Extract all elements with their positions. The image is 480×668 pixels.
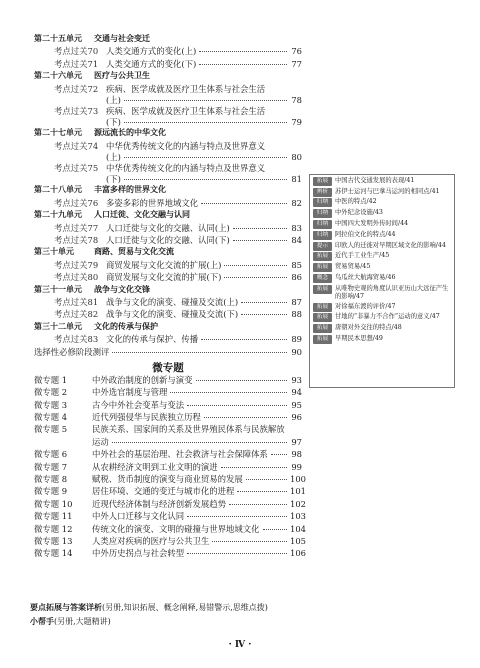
micro-label: 微专题 13 — [34, 536, 73, 546]
sidebar-item — [313, 177, 454, 186]
entry-title: 战争与文化的演变、碰撞及交流(下) — [106, 309, 239, 320]
footer-line-helper — [30, 618, 460, 632]
micro-label: 微专题 4 — [34, 412, 68, 423]
unit-number: 第二十五单元 — [34, 34, 82, 43]
sidebar-text: 印欧人的迁徙对早期区域文化的影响/44 — [335, 241, 446, 249]
micro-topic-entry — [34, 511, 306, 524]
micro-label: 微专题 1 — [34, 374, 68, 385]
dot-leader — [201, 203, 287, 204]
toc-entry — [34, 85, 302, 96]
page-ref: 103 — [290, 511, 306, 522]
dot-leader — [187, 516, 287, 517]
unit-number: 第二十七单元 — [34, 128, 82, 138]
entry-title-cont: (下) — [106, 174, 121, 185]
dot-leader — [112, 352, 287, 353]
dot-leader — [124, 179, 287, 180]
entry-label: 考点过关75 — [54, 163, 99, 174]
dot-leader — [224, 277, 287, 278]
micro-label: 微专题 2 — [34, 387, 68, 398]
appendix-desc: (另册,知识拓展、概念阐释,易错警示,思维点拨) — [102, 603, 268, 612]
sidebar-tag: 提示 — [313, 242, 332, 251]
sidebar-tag: 拓展 — [313, 313, 332, 322]
micro-topic-entry — [34, 388, 302, 400]
page-ref: 78 — [291, 94, 302, 105]
sidebar-tag: 归纳 — [313, 209, 332, 218]
dot-leader — [124, 122, 287, 123]
dot-leader — [241, 302, 287, 303]
micro-label: 微专题 3 — [34, 399, 68, 410]
unit-number: 第二十六单元 — [34, 71, 82, 81]
sidebar-text: 贸易贸易/45 — [335, 263, 371, 271]
micro-title: 中外政治制度的创新与演变 — [92, 374, 193, 385]
unit-number: 第三十一单元 — [34, 284, 82, 294]
unit-title: 文化的传承与保护 — [94, 321, 158, 331]
unit-title: 商路、贸易与文化交流 — [94, 247, 174, 257]
unit-heading — [34, 211, 302, 223]
unit-heading — [34, 129, 302, 141]
toc-entry — [34, 107, 302, 118]
sidebar-text: 对徐福东渡的评价/47 — [335, 302, 396, 310]
micro-topic-entry — [34, 450, 302, 462]
micro-label: 微专题 12 — [34, 523, 73, 534]
sidebar-text: 鸟瓜丝大航海贸易/46 — [335, 273, 396, 281]
entry-title: 文化的传承与保护、传播 — [106, 334, 199, 345]
page-ref: 97 — [291, 436, 302, 447]
dot-leader — [271, 454, 287, 455]
unit-title: 医疗与公共卫生 — [94, 71, 150, 81]
page-ref: 76 — [291, 46, 302, 57]
dot-leader — [233, 228, 287, 229]
entry-label: 考点过关82 — [54, 309, 99, 320]
dot-leader — [187, 553, 287, 554]
dot-leader — [112, 442, 287, 443]
dot-leader — [124, 100, 287, 101]
helper-desc: (另册,大题精讲) — [54, 617, 111, 626]
page-ref: 98 — [291, 449, 302, 460]
entry-title: 人口迁徙与文化的交融、认同(下) — [106, 235, 230, 246]
table-of-contents — [34, 34, 306, 562]
dot-leader — [187, 405, 287, 406]
micro-topic-entry — [34, 548, 306, 561]
page-ref: 96 — [291, 412, 302, 423]
entry-title: 疾病、医学成就及医疗卫生体系与社会生活 — [106, 105, 266, 116]
entry-label: 考点过关79 — [54, 259, 99, 270]
unit-title: 战争与文化交锋 — [94, 284, 150, 294]
entry-title: 商贸发展与文化交流的扩展(上) — [106, 259, 222, 270]
sidebar-item — [313, 303, 454, 312]
entry-title: 人类交通方式的变化(上) — [106, 46, 197, 57]
toc-entry — [34, 142, 302, 153]
micro-title: 近代列强侵华与民族独立历程 — [92, 412, 201, 423]
sidebar-text: 中外纪念设施/43 — [335, 209, 383, 217]
page-ref: 84 — [291, 235, 302, 246]
sidebar-item — [313, 231, 454, 240]
sidebar-item — [313, 263, 454, 272]
page-ref: 86 — [291, 272, 302, 283]
entry-label: 考点过关73 — [54, 105, 99, 116]
micro-label: 微专题 7 — [34, 461, 68, 472]
page-ref: 106 — [290, 548, 306, 559]
toc-entry — [34, 47, 302, 59]
micro-title: 中外人口迁移与文化认同 — [92, 511, 185, 522]
unit-title: 交通与社会变迁 — [94, 34, 150, 43]
sidebar-item — [313, 324, 454, 333]
unit-title: 源远流长的中华文化 — [94, 128, 166, 138]
micro-title: 居住环境、交通的变迁与城市化的进程 — [92, 486, 235, 497]
entry-title: 中华优秀传统文化的内涵与特点及世界意义 — [106, 140, 266, 151]
sidebar-tag: 归纳 — [313, 198, 332, 207]
page-ref: 100 — [290, 474, 306, 485]
micro-title: 近现代经济体制与经济创新发展趋势 — [92, 498, 226, 509]
dot-leader — [229, 504, 287, 505]
dot-leader — [196, 380, 288, 381]
sidebar-item — [313, 209, 454, 218]
sidebar-item — [313, 220, 454, 229]
dot-leader — [199, 64, 287, 65]
entry-label: 考点过关80 — [54, 272, 99, 283]
micro-label: 微专题 8 — [34, 474, 68, 485]
page-ref: 95 — [291, 399, 302, 410]
unit-number: 第三十二单元 — [34, 321, 82, 331]
page-ref: 81 — [291, 174, 302, 185]
entry-title: 战争与文化的演变、碰撞及交流(上) — [106, 296, 239, 307]
unit-number: 第二十九单元 — [34, 210, 82, 220]
sidebar-text: 中国四大发明外传时间/44 — [335, 219, 409, 227]
sidebar-tag: 拓展 — [313, 335, 332, 344]
page-ref: 102 — [290, 498, 306, 509]
toc-entry-test — [34, 348, 302, 360]
sidebar-text: 苏伊士运河与巴拿马运河的相同点/41 — [335, 187, 440, 195]
dot-leader — [241, 314, 287, 315]
sidebar-text: 中医的特点/42 — [335, 198, 377, 206]
dot-leader — [124, 157, 287, 158]
page-ref: 83 — [291, 222, 302, 233]
sidebar-text: 阿拉伯文化的特点/44 — [335, 230, 396, 238]
sidebar-tag: 拓展 — [313, 263, 332, 272]
toc-entry — [34, 273, 302, 285]
dot-leader — [212, 541, 287, 542]
micro-title: 传统文化的演变、文明的碰撞与世界地域文化 — [92, 523, 260, 534]
sidebar-text: 唐朝对外交往的特点/48 — [335, 324, 402, 332]
page-ref: 77 — [291, 58, 302, 69]
micro-title: 赋税、货币制度的演变与商业贸易的发展 — [92, 474, 243, 485]
sidebar-text: 从唯物史观的角度认识亚历山大远征产生的影响/47 — [335, 284, 449, 300]
micro-label: 微专题 14 — [34, 548, 73, 559]
entry-label: 考点过关77 — [54, 222, 99, 233]
micro-label: 微专题 6 — [34, 449, 68, 460]
micro-title: 中外社会的基层治理、社会救济与社会保障体系 — [92, 449, 268, 460]
entry-title: 选择性必修阶段测评 — [34, 346, 110, 357]
footer-notes — [30, 604, 460, 632]
unit-heading — [34, 72, 302, 84]
entry-title: 疾病、医学成就及医疗卫生体系与社会生活 — [106, 83, 266, 94]
page-ref: 93 — [291, 374, 302, 385]
sidebar-text: 近代手工业生产/45 — [335, 252, 390, 260]
page-ref: 87 — [291, 296, 302, 307]
toc-entry — [34, 310, 302, 322]
sidebar-item — [313, 274, 454, 283]
entry-title: 多姿多彩的世界地域文化 — [106, 197, 199, 208]
sidebar-tag: 拓展 — [313, 303, 332, 312]
entry-label: 考点过关71 — [54, 58, 99, 69]
micro-label: 微专题 5 — [34, 424, 68, 435]
micro-title: 中外历史拐点与社会转型 — [92, 548, 185, 559]
sidebar-text: 中国古代交通发展的表现/41 — [335, 176, 415, 184]
dot-leader — [263, 529, 288, 530]
micro-title: 从农耕经济文明到工业文明的演进 — [92, 461, 218, 472]
toc-entry — [34, 164, 302, 175]
entry-title-cont: (上) — [106, 94, 121, 105]
sidebar-tag: 辨析 — [313, 188, 332, 197]
page-ref: 80 — [291, 151, 302, 162]
page-ref: 94 — [291, 387, 302, 398]
entry-label: 考点过关83 — [54, 334, 99, 345]
sidebar-item — [313, 198, 454, 207]
footer-line-appendix — [30, 604, 460, 618]
toc-entry — [34, 335, 302, 347]
dot-leader — [237, 491, 287, 492]
sidebar-text: 甘地的“非暴力不合作”运动的意义/47 — [335, 313, 440, 321]
sidebar-item — [313, 285, 454, 301]
entry-label: 考点过关76 — [54, 197, 99, 208]
sidebar-item — [313, 313, 454, 322]
sidebar-tag: 拓展 — [313, 285, 332, 294]
page-ref: 79 — [291, 117, 302, 128]
sidebar-tag: 概念 — [313, 274, 332, 283]
unit-title: 人口迁徙、文化交融与认同 — [94, 210, 190, 220]
entry-title: 商贸发展与文化交流的扩展(下) — [106, 272, 222, 283]
unit-heading — [34, 186, 302, 198]
sidebar-item — [313, 252, 454, 261]
page-ref: 85 — [291, 259, 302, 270]
sidebar-text: 早期民本思想/49 — [335, 334, 383, 342]
entry-label: 考点过关74 — [54, 140, 99, 151]
dot-leader — [204, 417, 287, 418]
dot-leader — [221, 467, 287, 468]
sidebar-tag: 拓展 — [313, 324, 332, 333]
dot-leader — [199, 51, 287, 52]
page-ref: 90 — [291, 346, 302, 357]
micro-label: 微专题 11 — [34, 511, 73, 522]
sidebar-tag: 归纳 — [313, 231, 332, 240]
entry-label: 考点过关78 — [54, 235, 99, 246]
sidebar-item — [313, 242, 454, 251]
entry-label: 考点过关72 — [54, 83, 99, 94]
unit-number: 第三十单元 — [34, 247, 74, 257]
page-ref: 104 — [290, 523, 306, 534]
entry-title-cont: (上) — [106, 151, 121, 162]
page-number: · Ⅳ · — [228, 640, 252, 650]
micro-topic-entry — [34, 486, 306, 499]
micro-label: 微专题 9 — [34, 486, 68, 497]
entry-title: 人口迁徙与文化的交融、认同(上) — [106, 222, 230, 233]
dot-leader — [170, 392, 287, 393]
dot-leader — [224, 265, 287, 266]
micro-topics-heading: 微专题 — [152, 361, 184, 374]
dot-leader — [201, 339, 287, 340]
dot-leader — [233, 240, 287, 241]
page-ref: 88 — [291, 309, 302, 320]
sidebar-item — [313, 335, 454, 344]
helper-title: 小帮手 — [30, 617, 54, 626]
entry-title: 人类交通方式的变化(下) — [106, 58, 197, 69]
micro-title: 人类应对疾病的医疗与公共卫生 — [92, 536, 210, 546]
micro-label: 微专题 10 — [34, 498, 73, 509]
page-ref: 99 — [291, 461, 302, 472]
micro-title-cont: 运动 — [92, 436, 109, 447]
sidebar-item — [313, 188, 454, 197]
micro-topic-entry — [34, 425, 302, 437]
micro-title: 中外选官制度与管理 — [92, 387, 168, 398]
micro-title: 古今中外社会变革与变法 — [92, 399, 185, 410]
dot-leader — [246, 479, 287, 480]
micro-title: 民族关系、国家间的关系及世界殖民体系与民族解放 — [92, 424, 285, 435]
unit-number: 第二十八单元 — [34, 185, 82, 195]
appendix-title: 要点拓展与答案详析 — [30, 603, 102, 612]
page-ref: 82 — [291, 197, 302, 208]
micro-topic-entry — [34, 376, 302, 388]
unit-heading — [34, 248, 302, 260]
sidebar-tag: 归纳 — [313, 220, 332, 229]
page-ref: 101 — [290, 486, 306, 497]
entry-label: 考点过关70 — [54, 46, 99, 57]
entry-title-cont: (下) — [106, 117, 121, 128]
page-ref: 89 — [291, 334, 302, 345]
tips-sidebar — [309, 174, 455, 388]
sidebar-tag: 拓展 — [313, 177, 332, 186]
page-ref: 105 — [290, 536, 306, 546]
entry-label: 考点过关81 — [54, 296, 99, 307]
unit-title: 丰富多样的世界文化 — [94, 185, 166, 195]
sidebar-tag: 拓展 — [313, 252, 332, 261]
entry-title: 中华优秀传统文化的内涵与特点及世界意义 — [106, 163, 266, 174]
